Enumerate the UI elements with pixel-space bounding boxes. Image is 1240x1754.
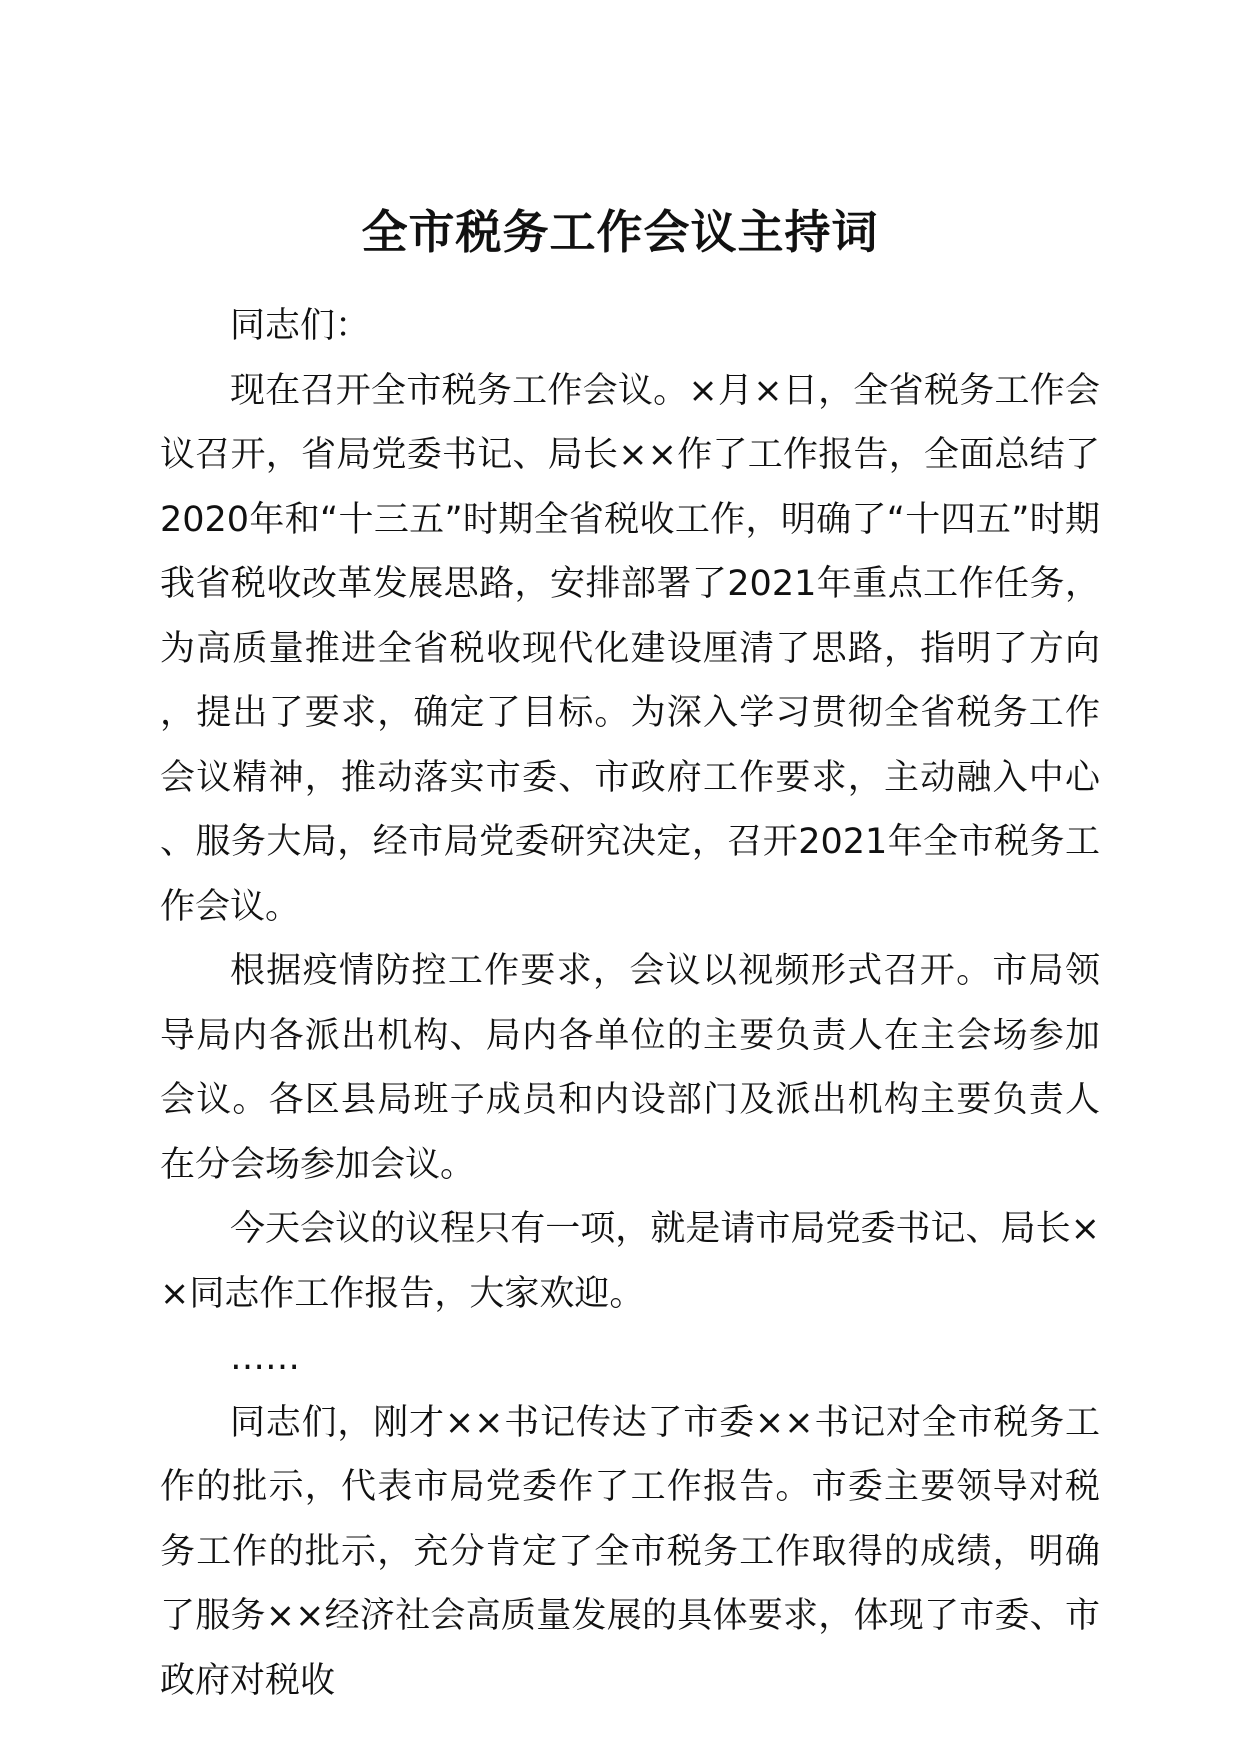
paragraph-agenda: 今天会议的议程只有一项，就是请市局党委书记、局长××同志作工作报告，大家欢迎。 [160, 1209, 1100, 1314]
paragraph-opening: 现在召开全市税务工作会议。×月×日，全省税务工作会议召开，省局党委书记、局长××作了工作报告，全面总结了2020年和“十三五”时期全省税收工作，明确了“十四五”时期我省税收改革发展思路，安排部署了2021年重点工作任务，为高质量推进全省税收现代化建设厘清了思路，指明了方向，提出了要求，确定了目标。为深入学习贯彻全省税务工作会议精神，推动落实市委、市政府工作要求，主动融入中心、服务大局，经市局党委研究决定，召开2021年全市税务工作会议。 [160, 370, 1100, 927]
paragraph-ellipsis: …… [230, 1338, 300, 1378]
paragraph-closing: 同志们，刚才××书记传达了市委××书记对全市税务工作的批示，代表市局党委作了工作报告。市委主要领导对税务工作的批示，充分肯定了全市税务工作取得的成绩，明确了服务××经济社会高质量发展的具体要求，体现了市委、市政府对税收 [160, 1402, 1100, 1701]
paragraph-salutation: 同志们： [230, 306, 371, 346]
document-body [160, 294, 1100, 1713]
document-title: 全市税务工作会议主持词 [361, 205, 879, 259]
paragraph-meeting-format: 根据疫情防控工作要求，会议以视频形式召开。市局领导局内各派出机构、局内各单位的主要负责人在主会场参加会议。各区县局班子成员和内设部门及派出机构主要负责人在分会场参加会议。 [160, 951, 1100, 1185]
